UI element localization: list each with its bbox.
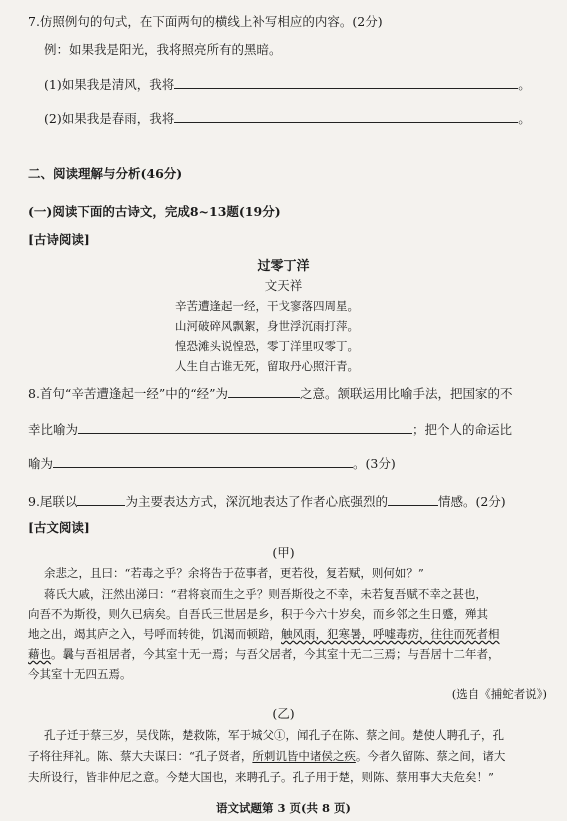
section2-part1: (一)阅读下面的古诗文，完成8~13题(19分) [28,204,281,219]
yi-underlined-text: 所刺讥皆中诸侯之疾 [252,749,356,763]
poem-line-4: 人生自古谁无死，留取丹心照汗青。 [175,359,359,373]
poem-line-1: 辛苦遭逢起一经，干戈寥落四周星。 [175,299,359,313]
q8-blank-2[interactable] [78,421,412,434]
q8-line-1 [28,385,513,402]
q8-text-1: 8.首句“辛苦遭逢起一经”中的“经”为 [28,386,228,401]
jia-para-2-line-2: 向吾不为斯役，则久已病矣。自吾氏三世居是乡，积于今六十岁矣，而乡邻之生日蹙，殚其 [28,607,488,621]
yi-para-line-2 [28,748,505,764]
q7-item-1-text: (1)如果我是清风，我将 [44,77,175,92]
page-footer: 语文试题第 3 页(共 8 页) [216,801,351,815]
jia-para-2-line-1: 蒋氏大戚，汪然出涕曰：“君将哀而生之乎？则吾斯役之不幸，未若复吾赋不幸之甚也， [44,587,487,601]
yi-title: (乙) [272,706,295,721]
yi-text-2a: 子将往拜礼。陈、蔡大夫谋曰：“孔子贤者， [28,749,253,763]
yi-para-line-1: 孔子迁于蔡三岁，吴伐陈，楚救陈，军于城父①，闻孔子在陈、蔡之间。楚使人聘孔子，孔 [44,728,504,742]
jia-para-2-line-4 [28,646,500,662]
poem-label: [古诗阅读] [28,232,90,247]
q8-line-3 [28,455,396,472]
q8-text-5: 喻为 [28,456,54,471]
q8-text-2: 之意。颔联运用比喻手法，把国家的不 [300,386,513,401]
q7-item-2-text: (2)如果我是春雨，我将 [44,111,175,126]
q9-blank-2[interactable] [388,493,438,506]
q8-text-6: 。(3分) [353,456,396,471]
q9-line [28,493,506,510]
classical-label: [古文阅读] [28,520,90,535]
q7-period-2: 。 [518,111,531,126]
section2-title: 二、阅读理解与分析(46分) [28,166,183,181]
q8-blank-1[interactable] [228,385,300,398]
poem-author: 文天祥 [264,278,303,293]
yi-para-line-3: 夫所设行，皆非仲尼之意。今楚大国也，来聘孔子。孔子用于楚，则陈、蔡用事大夫危矣！” [28,770,494,784]
poem-title: 过零丁洋 [257,259,310,274]
poem-line-2: 山河破碎风飘絮，身世浮沉雨打萍。 [175,319,359,333]
q9-text-3: 情感。(2分) [437,494,506,509]
jia-text-4b: 。曩与吾祖居者，今其室十无一焉；与吾父居者，今其室十无二三焉；与吾居十二年者， [51,647,500,661]
jia-title: (甲) [272,545,295,560]
jia-para-2-line-3 [28,626,500,642]
jia-wavy-underline-2: 藉也 [28,647,51,661]
q7-example: 例：如果我是阳光，我将照亮所有的黑暗。 [44,42,282,57]
q7-item-2 [44,110,531,127]
q9-text-1: 9.尾联以 [28,494,78,509]
yi-text-2c: 。今者久留陈、蔡之间，诸大 [355,749,506,763]
q9-text-2: 为主要表达方式，深沉地表达了作者心底强烈的 [125,494,388,509]
q8-text-4: ；把个人的命运比 [412,422,513,437]
q8-text-3: 幸比喻为 [28,422,79,437]
q9-blank-1[interactable] [77,493,125,506]
q8-line-2 [28,421,512,438]
q7-blank-2[interactable] [174,110,518,123]
jia-para-1: 余悲之，且曰：“若毒之乎？余将告于莅事者，更若役，复若赋，则何如？” [44,566,424,580]
q8-blank-3[interactable] [53,455,353,468]
jia-wavy-underline-1: 触风雨，犯寒暑，呼嘘毒疠，往往而死者相 [281,627,500,641]
q7-title: 7.仿照例句的句式，在下面两句的横线上补写相应的内容。(2分) [28,14,383,29]
q7-blank-1[interactable] [174,76,518,89]
jia-text-3a: 地之出，竭其庐之入，号呼而转徙，饥渴而顿踣， [28,627,281,641]
jia-source: (选自《捕蛇者说》) [451,687,547,701]
poem-line-3: 惶恐滩头说惶恐，零丁洋里叹零丁。 [175,339,359,353]
q7-item-1 [44,76,531,93]
q7-period-1: 。 [518,77,531,92]
jia-para-2-line-5: 今其室十无四五焉。 [28,667,132,681]
